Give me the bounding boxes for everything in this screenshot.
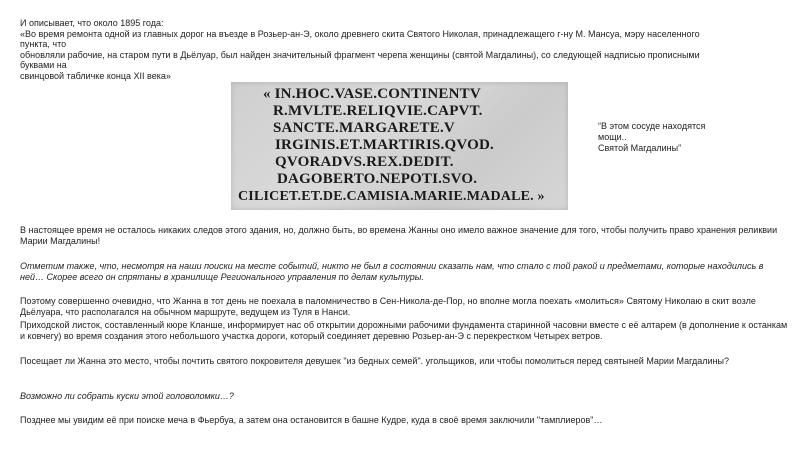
intro-quote-line: буквами на — [20, 60, 67, 71]
translation-line: мощи.. — [598, 132, 627, 142]
intro-lead: И описывает, что около 1895 года: — [20, 18, 164, 28]
translation-line: Святой Магдалины” — [598, 143, 682, 153]
intro-quote-line: пункта, что — [20, 39, 67, 50]
inscription-line: CILICET.ET.DE.CAMISIA.MARIE.MADALE. » — [238, 189, 545, 204]
paragraph-puzzle-question: Возможно ли собрать куски этой головоломки…? — [20, 391, 234, 401]
inscription-line: R.MVLTE.RELIQVIE.CAPVT. — [273, 103, 483, 119]
intro-quote-line: «Во время ремонта одной из главных дорог на въезде в Розьер-ан-Э, около древнего скита Святого Николая, принадлежащего г-ну М. Мансуа, мэру населенного — [20, 28, 700, 39]
paragraph-parish-leaflet: Приходской листок, составленный кюре Кланше, информирует нас об открытии дорожными рабочими фундамента старинной часовни вместе с её алтарем (в дополнение к останкам и ковчегу) во время создания этого небольшого участка дороги, который соединяет деревню Розьер-ан-Э с перекрестком Четырех ветров. — [20, 320, 788, 341]
paragraph-relic-building: В настоящее время не осталось никаких следов этого здания, но, должно быть, во времена Жанны оно имело важное значение для того, чтобы получить право хранения реликвии Марии Магдалины! — [20, 225, 778, 246]
paragraph-visit-question: Посещает ли Жанна это место, чтобы почтить святого покровителя девушек "из бедных семей". угольщиков, или чтобы помолиться перед святыней Марии Магдалины? — [20, 356, 729, 366]
lead-tablet-inscription-image — [231, 82, 568, 210]
translation-line: “В этом сосуде находятся — [598, 121, 706, 131]
paragraph-search-note: Отметим также, что, несмотря на наши поиски на месте событий, никто не был в состоянии сказать нам, что стало с той ракой и предметами, которые находились в ней… Скорее всего он спрятаны в хранилище Регионального управления по делам культуры. — [20, 261, 764, 282]
inscription-line: QVORADVS.REX.DEDIT. — [275, 154, 454, 170]
translation-caption — [598, 121, 708, 154]
intro-text — [20, 18, 790, 82]
intro-quote-line: обновляли рабочие, на старом пути в Дьёлуар, был найден значительный фрагмент черепа женщины (святой Магдалины), со следующей надписью прописными — [20, 49, 700, 60]
paragraph-later-events: Позднее мы увидим её при поиске меча в Фьербуа, а затем она остановится в башне Кудре, куда в своё время заключили "тамплиеров"… — [20, 415, 603, 425]
inscription-line: IRGINIS.ET.MARTIRIS.QVOD. — [275, 137, 494, 153]
paragraph-pilgrimage: Поэтому совершенно очевидно, что Жанна в тот день не поехала в паломничество в Сен-Никола-де-Пор, но вполне могла поехать «молиться» Святому Николаю в скит возле Дьёлуара, что располагался на обычном маршруте, ведущем из Туля в Нанси. — [20, 296, 756, 317]
inscription-line: DAGOBERTO.NEPOTI.SVO. — [277, 171, 478, 187]
inscription-line: SANCTE.MARGARETE.V — [273, 120, 455, 136]
intro-quote-line: свинцовой табличке конца XII века» — [20, 70, 171, 81]
inscription-line: « IN.HOC.VASE.CONTINENTV — [263, 86, 481, 102]
